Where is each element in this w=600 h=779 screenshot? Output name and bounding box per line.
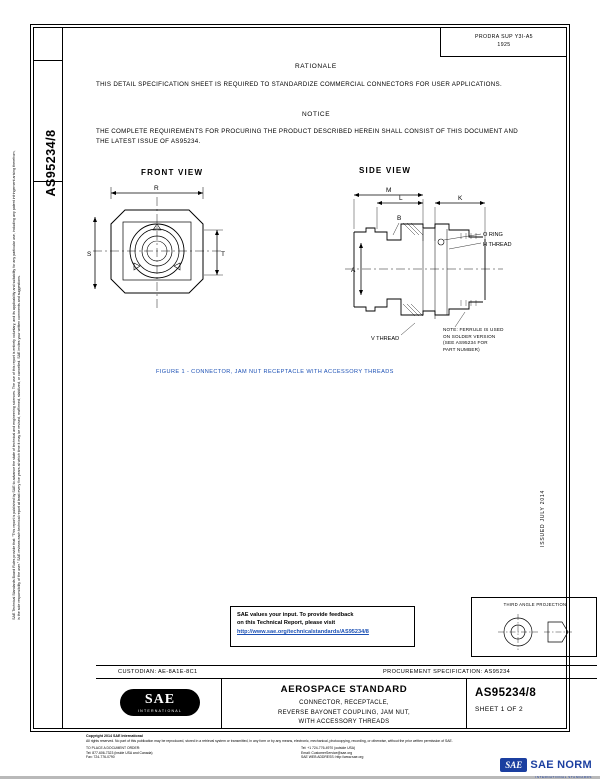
standard-subtitle: [222, 699, 466, 728]
title-block-logo-cell: [96, 679, 222, 729]
page-footer: [86, 734, 516, 760]
notice-body: THE COMPLETE REQUIREMENTS FOR PROCURING THE PRODUCT DESCRIBED HEREIN SHALL CONSIST OF THIS DOCUMENT AND THE LATEST ISSUE OF AS95234.: [96, 128, 519, 145]
footer-order-column: [86, 746, 301, 760]
standard-title: AEROSPACE STANDARD: [280, 684, 408, 695]
figure-caption: FIGURE 1 - CONNECTOR, JAM NUT RECEPTACLE WITH ACCESSORY THREADS: [156, 369, 394, 375]
feedback-box: [230, 606, 415, 647]
title-block: [96, 679, 597, 729]
custodian-text: CUSTODIAN: AE-8A1E-8C1: [118, 669, 198, 675]
spine-document-number: AS95234/8: [44, 129, 58, 197]
subtitle-line-2: REVERSE BAYONET COUPLING, JAM NUT,: [277, 709, 410, 716]
dim-label-M: M: [386, 187, 392, 194]
dim-label-B: B: [397, 215, 402, 222]
rationale-body: THIS DETAIL SPECIFICATION SHEET IS REQUIRED TO STANDARDIZE COMMERCIAL CONNECTORS FOR USER APPLICATIONS.: [96, 81, 502, 88]
third-angle-projection-box: [471, 597, 597, 657]
dim-label-K: K: [458, 195, 463, 202]
watermark-badge: SAE: [500, 758, 527, 772]
sheet-number: SHEET 1 OF 2: [475, 706, 524, 713]
dim-label-S: S: [87, 251, 92, 258]
h-thread-label: H THREAD: [483, 242, 512, 248]
procurement-spec-text: PROCUREMENT SPECIFICATION: AS95234: [383, 669, 511, 675]
revision-line-2: 1925: [497, 42, 511, 49]
title-block-title-cell: [222, 679, 467, 729]
feedback-line-1: SAE values your input. To provide feedback: [237, 612, 354, 618]
rights-line: All rights reserved. No part of this publication may be reproduced, stored in a retrieval system or transmitted, in any form or by any means, electronic, mechanical, photocopying, recording, or otherwise, without the prior written permission of SAE.: [86, 739, 453, 744]
order-heading: TO PLACE A DOCUMENT ORDER:: [86, 745, 141, 750]
dim-label-L: L: [399, 195, 403, 202]
watermark-subtext: INTERNATIONAL STANDARDS: [535, 775, 592, 779]
title-block-number-cell: [467, 679, 597, 729]
subtitle-line-1: CONNECTOR, RECEPTACLE,: [299, 700, 389, 706]
sae-logo-main: SAE: [144, 692, 176, 707]
order-fax: Fax: 724-776-0790: [86, 755, 115, 760]
dim-label-R: R: [154, 185, 159, 192]
issue-date-vertical: ISSUED JULY 2014: [540, 489, 546, 547]
rationale-heading: RATIONALE: [295, 63, 337, 70]
dim-label-A: A: [351, 267, 356, 274]
document-number: AS95234/8: [475, 687, 537, 699]
ferrule-note: NOTE: FERRULE IS USED ON SOLDER VERSION (SEE AS95234 FOR PART NUMBER): [443, 327, 504, 352]
watermark-text: SAE NORM: [530, 759, 592, 771]
sae-norm-watermark: [500, 758, 592, 772]
oring-label: O RING: [483, 232, 503, 238]
spine-title-box: [33, 60, 63, 197]
side-view-label: SIDE VIEW: [359, 166, 412, 175]
feedback-link[interactable]: http://www.sae.org/technicalstandards/AS95234/8: [237, 628, 369, 635]
copyright-line: Copyright 2014 SAE International: [86, 734, 143, 738]
v-thread-label: V THREAD: [371, 336, 400, 342]
sae-logo-sub: INTERNATIONAL: [137, 708, 183, 713]
order-tel-outside: Tel: +1 724-776-4970 (outside USA): [301, 745, 356, 750]
feedback-line-2: on this Technical Report, please visit: [237, 620, 336, 627]
dim-label-T: T: [221, 251, 225, 258]
legal-notice-sidebar: SAE Technical Standards Board Rules provide that: "This report is published by SAE to advance the state of technical and engineering sciences. The use of this report is entirely voluntary, and its applicability and suitability for any particular use, including any patent infringement arising therefrom, is the sole responsibility of the user." SAE reviews each technical report at least every five years at which time it may be revised, reaffirmed, stabilized, or cancelled. SAE invites your written comments and suggestions.: [12, 150, 21, 620]
projection-label: THIRD ANGLE PROJECTION: [503, 602, 567, 607]
custodian-row: [96, 665, 597, 679]
document-content: [63, 27, 567, 729]
projection-symbol-icon: [472, 610, 598, 656]
footer-contact-column: [301, 746, 516, 760]
revision-line-1: PRODRA SUP Y3I-A5: [475, 34, 533, 40]
order-tel: Tel: 877-606-7323 (inside USA and Canada): [86, 750, 153, 755]
web-address: SAE WEB ADDRESS: http://www.sae.org: [301, 755, 364, 760]
subtitle-line-3: WITH ACCESSORY THREADS: [298, 719, 390, 726]
front-view-label: FRONT VIEW: [141, 168, 204, 177]
notice-heading: NOTICE: [302, 111, 331, 118]
sae-logo: [120, 689, 200, 716]
order-email: Email: CustomerService@sae.org: [301, 750, 353, 755]
